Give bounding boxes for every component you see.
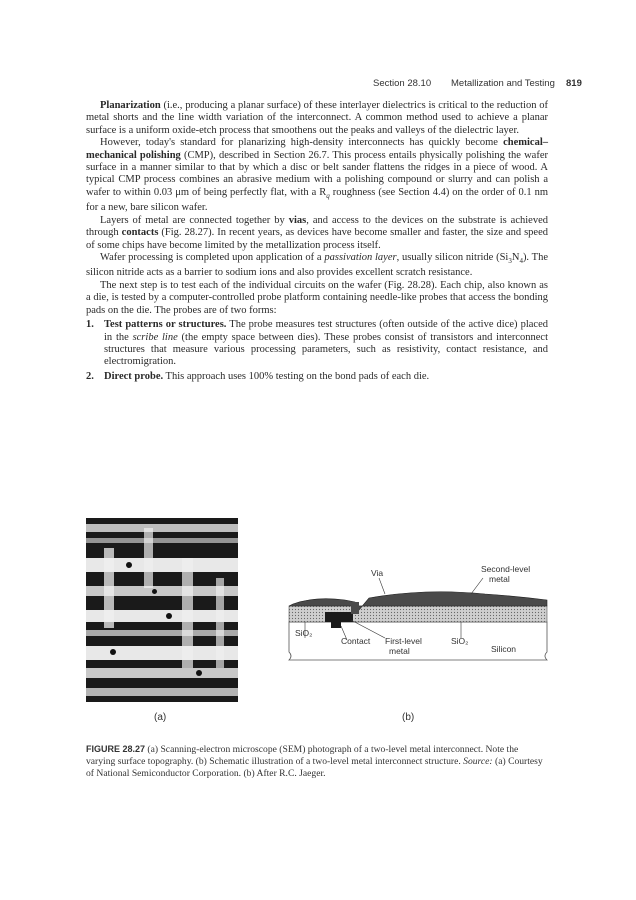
section-number: Section 28.10 xyxy=(373,78,432,89)
list-item xyxy=(86,319,548,369)
list-number: 1. xyxy=(86,319,94,331)
term-planarization: Planarization xyxy=(100,100,161,111)
paragraph-text: roughness (see Section 4.4) on the order of 0.1 nm for a new, bare silicon wafer. xyxy=(86,186,549,214)
list-term: Direct probe. xyxy=(104,370,164,382)
subscript: q xyxy=(326,191,330,200)
contact-plug xyxy=(331,622,341,628)
paragraph-text: ). The silicon nitride acts as a barrier to sodium ions and also provides excellent scratch resistance. xyxy=(86,251,548,279)
paragraph-text: (CMP), described in Section 26.7. This process entails physically polishing the wafer surface in a manner similar to that by which a disc or belt sander flattens the ridges in a piece of wood. A typical CMP process combines an abrasive medium with a polishing compound or slurry and can polish a wafer to within 0.03 μm of being perfectly flat, with a R xyxy=(86,149,548,198)
subscript: 3 xyxy=(508,257,512,266)
label-contact: Contact xyxy=(341,636,371,646)
section-topic: Metallization and Testing xyxy=(451,78,555,89)
paragraph-text: However, today's standard for planarizing high-density interconnects has quickly become xyxy=(100,137,504,149)
term-cmp: chemical–mechanical polishing xyxy=(86,137,548,161)
body-text xyxy=(86,100,548,383)
paragraph-text: (i.e., producing a planar surface) of these interlayer dielectrics is critical to the reduction of metal shorts and the line width variation of the interconnect. A common method used to achieve a planar surface is a uniform oxide-etch process that smoothens out the peaks and valleys of the dielectric layer. xyxy=(86,100,548,136)
figure-number: FIGURE 28.27 xyxy=(86,744,146,754)
paragraph-testing: The next step is to test each of the individual circuits on the wafer (Fig. 28.28). Each chip, also known as a die, is tested by a computer-controlled probe platform containing needle-like probes that access the bonding pads on the die. The probes are of two forms: xyxy=(86,279,548,316)
list-text: The probe measures test structures (often outside of the active dice) placed in the xyxy=(104,319,548,343)
label-second-level: Second-level xyxy=(481,564,531,574)
page-number: 819 xyxy=(566,78,582,89)
paragraph-cmp xyxy=(86,137,548,215)
caption-source-label: Source: xyxy=(463,755,493,767)
term-scribe-line: scribe line xyxy=(132,331,178,343)
list-item xyxy=(86,371,548,383)
list-number: 2. xyxy=(86,370,94,382)
figure-label-a: (a) xyxy=(154,712,167,723)
schematic-drawing xyxy=(285,560,551,670)
interconnect-schematic xyxy=(285,560,551,670)
label-via: Via xyxy=(371,568,384,578)
label-sio2-left: SiO₂ xyxy=(295,628,313,638)
paragraph-text: (Fig. 28.27). In recent years, as devices have become smaller and faster, the size and speed of some chips have become limited by the metallization process itself. xyxy=(86,227,548,251)
running-header xyxy=(0,78,636,92)
label-second-level-metal: metal xyxy=(489,574,510,584)
list-text: This approach uses 100% testing on the bond pads of each die. xyxy=(163,370,430,382)
paragraph-passivation xyxy=(86,252,548,280)
via-shape xyxy=(351,602,359,614)
sem-photograph xyxy=(86,518,238,702)
subscript: 4 xyxy=(519,257,523,266)
list-text: (the empty space between dies). These probes consist of transistors and interconnect structures that measure various processing parameters, such as resistivity, contact resistance, and electromigration. xyxy=(104,331,549,368)
paragraph-text: N xyxy=(511,251,520,263)
paragraph-planarization xyxy=(86,100,548,137)
probe-forms-list xyxy=(86,319,548,383)
caption-text: (a) Scanning-electron microscope (SEM) photograph of a two-level metal interconnect. Note the varying surface topography. (b) Schematic illustration of a two-level metal interconnect structure. xyxy=(86,744,519,767)
label-first-level: First-level xyxy=(385,636,422,646)
paragraph-text: , usually silicon nitride (Si xyxy=(396,251,509,263)
label-sio2-right: SiO₂ xyxy=(451,636,469,646)
label-silicon: Silicon xyxy=(491,644,517,654)
caption-text: (a) Courtesy of National Semiconductor Corporation. (b) After R.C. Jaeger. xyxy=(86,755,543,779)
paragraph-text: Layers of metal are connected together by xyxy=(100,214,289,226)
label-first-level-metal: metal xyxy=(389,646,410,656)
paragraph-text: Wafer processing is completed upon application of a xyxy=(100,251,325,263)
list-term: Test patterns or structures. xyxy=(104,319,227,331)
paragraph-vias xyxy=(86,215,548,252)
first-level-metal xyxy=(325,612,353,622)
term-passivation: passivation layer xyxy=(324,251,397,263)
figure-label-b: (b) xyxy=(402,712,415,723)
term-contacts: contacts xyxy=(121,227,159,239)
paragraph-text: , and access to the devices on the substrate is achieved through xyxy=(86,214,548,239)
figure-caption xyxy=(86,744,548,779)
term-vias: vias xyxy=(288,214,307,226)
